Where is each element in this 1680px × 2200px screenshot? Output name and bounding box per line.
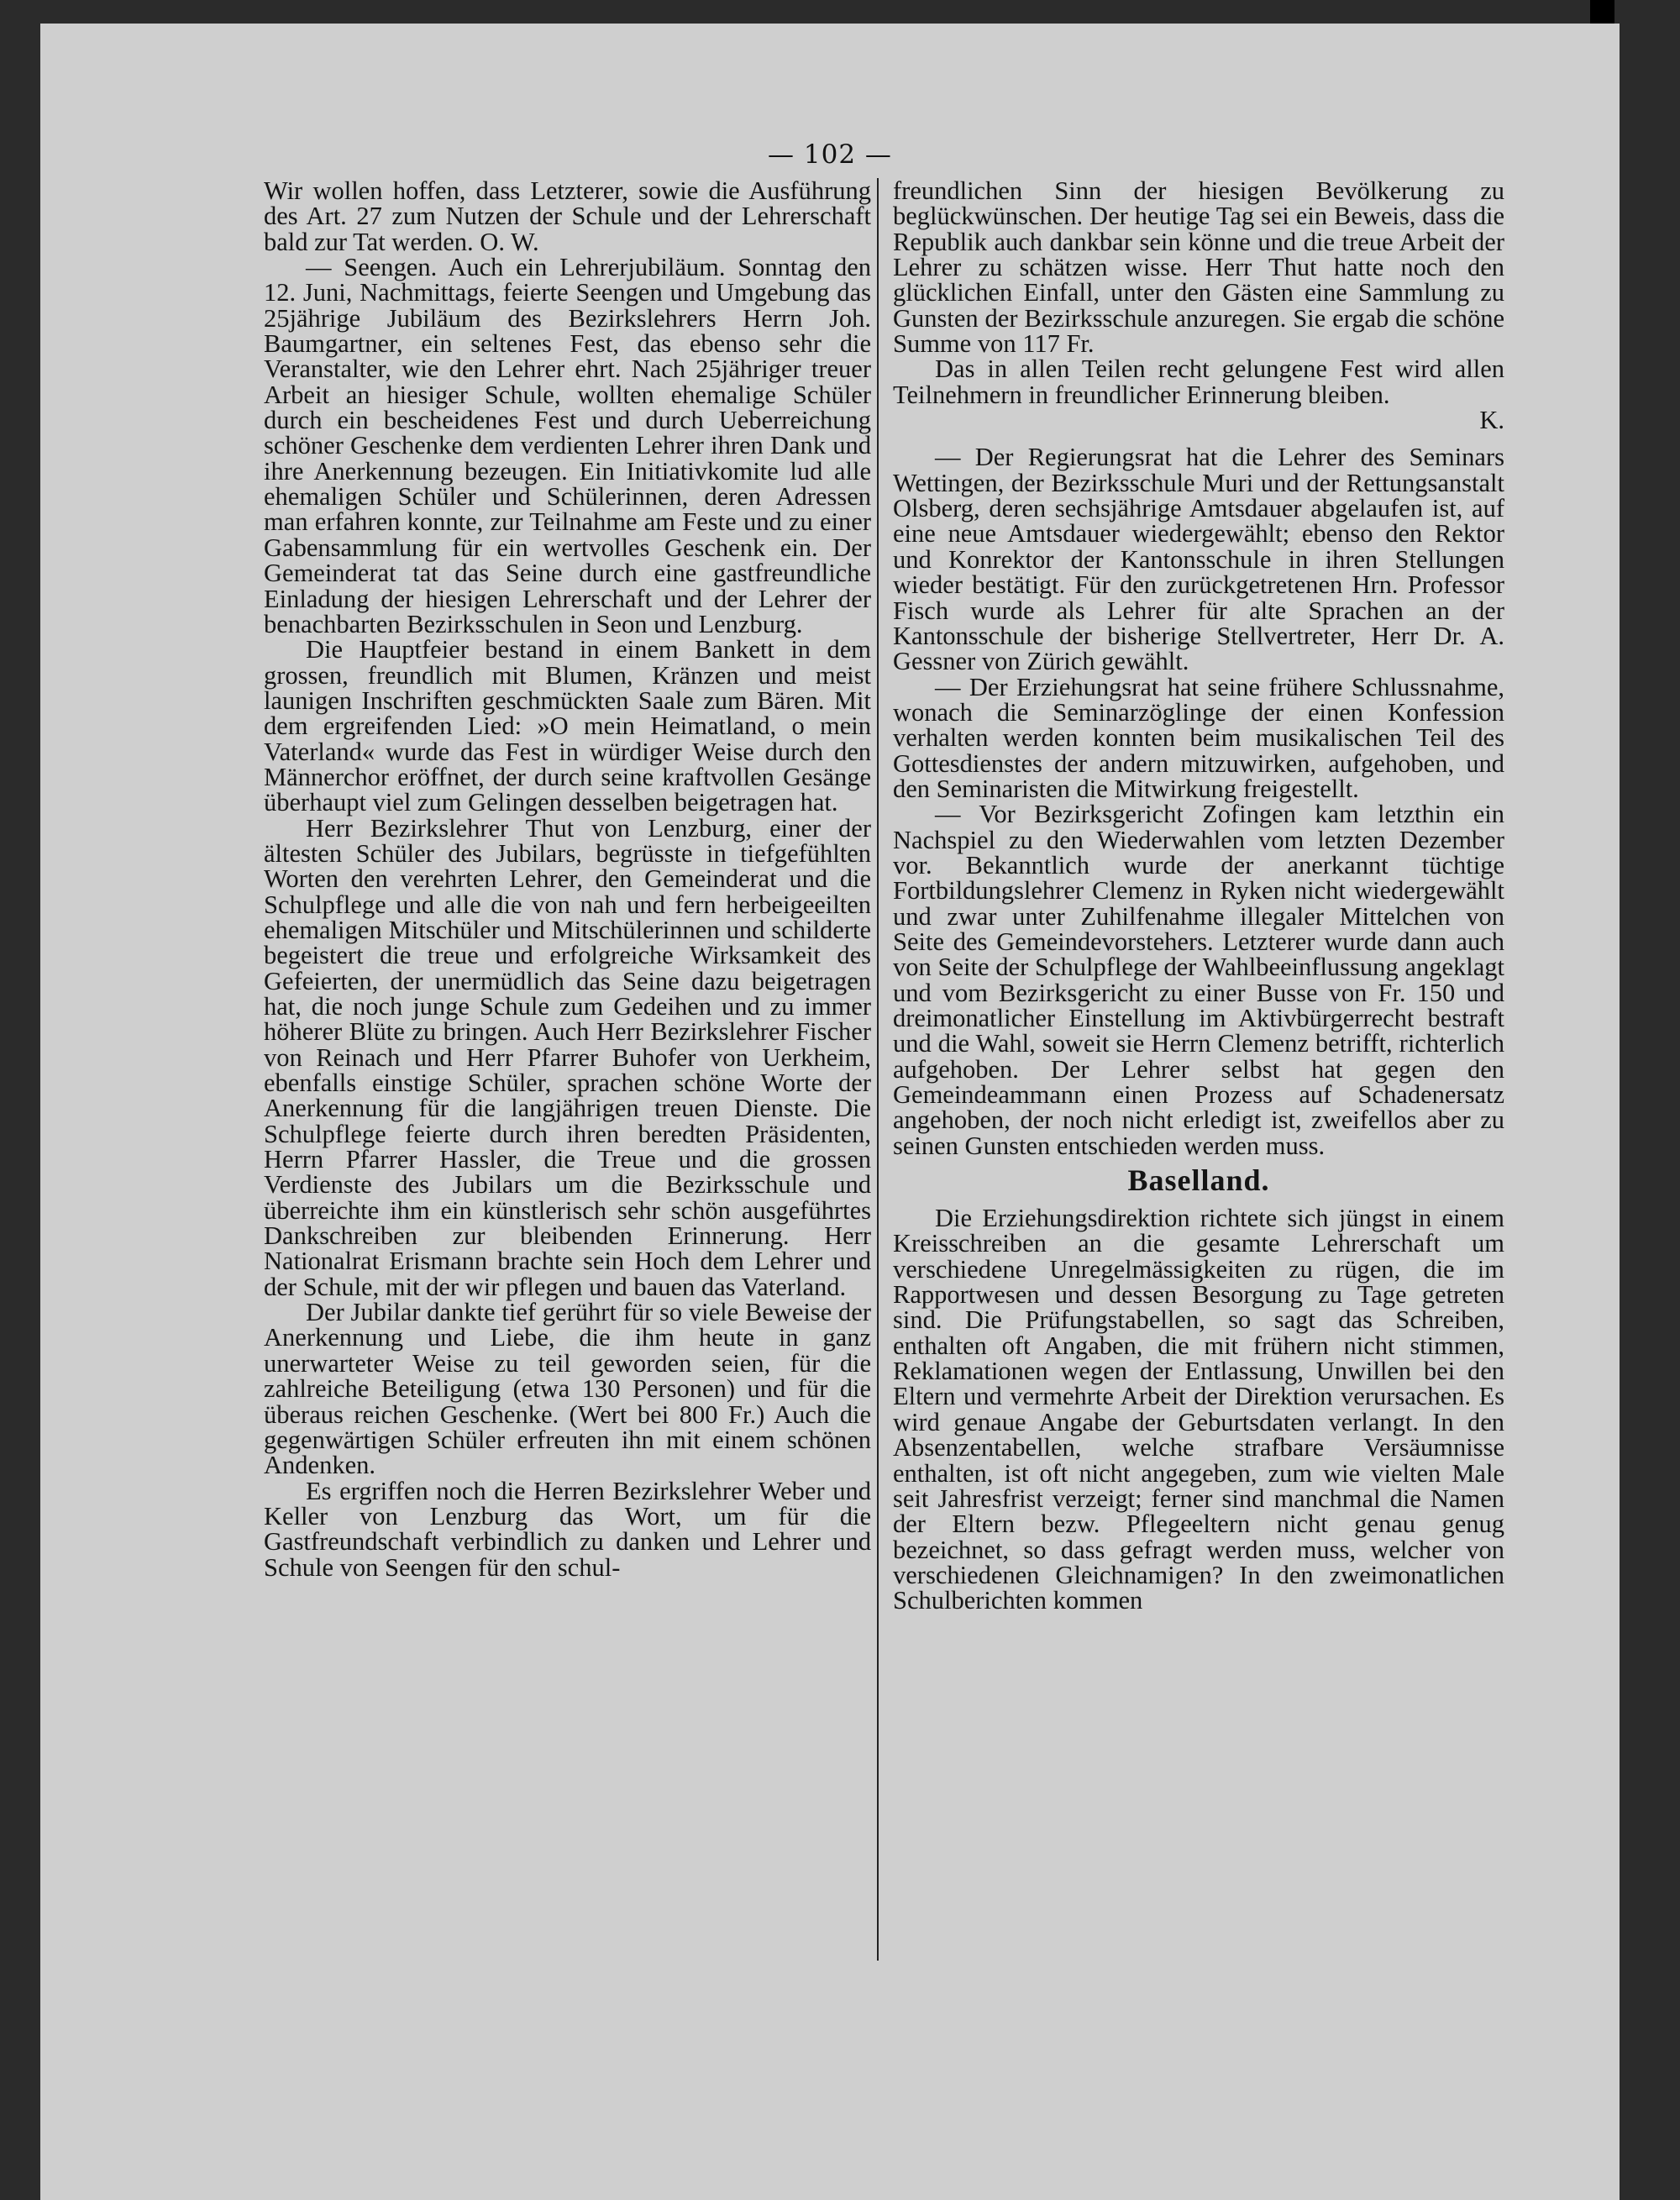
paragraph: — Vor Bezirksgericht Zofingen kam letzthin ein Nachspiel zu den Wiederwahlen vom letzten Dezember vor. Bekanntlich wurde der anerkannt tüchtige Fortbildungslehrer Clemenz in Ryken nicht wiedergewählt und zwar unter Zuhilfenahme illegaler Mittelchen von Seite des Gemeindevorstehers. Letzterer wurde dann auch von Seite der Schulpflege der Wahlbeeinflussung angeklagt und vom Bezirksgericht zu einer Busse von Fr. 150 und dreimonatlicher Einstellung im Aktivbürgerrecht bestraft und die Wahl, soweit sie Herrn Clemenz betrifft, richterlich aufgehoben. Der Lehrer selbst hat gegen den Gemeindeammann einen Prozess auf Schadenersatz angehoben, der noch nicht erledigt ist, zweifellos aber zu seinen Gunsten entschieden werden muss. (893, 800, 1504, 1160)
section-heading: Baselland. (1127, 1163, 1270, 1198)
paragraph: Herr Bezirkslehrer Thut von Lenzburg, einer der ältesten Schüler des Jubilars, begrüsste in tiefgefühlten Worten den verehrten Lehrer, den Gemeinderat und die Schulpflege und alle die von nah und fern herbeigeeilten ehemaligen Mitschüler und Mitschülerinnen und schilderte begeistert die treue und erfolgreiche Wirksamkeit des Gefeierten, der unermüdlich das Seine dazu beigetragen hat, die noch junge Schule zum Gedeihen und zu immer höherer Blüte zu bringen. Auch Herr Bezirkslehrer Fischer von Reinach und Herr Pfarrer Buhofer von Uerkheim, ebenfalls einstige Schüler, sprachen schöne Worte der Anerkennung für die langjährigen treuen Dienste. Die Schulpflege feierte durch ihren beredten Präsidenten, Herrn Pfarrer Hassler, die Treue und die grossen Verdienste des Jubilars um die Bezirksschule und überreichte ihm ein künstlerisch sehr schön ausgeführtes Dankschreiben zur bleibenden Erinnerung. Herr Nationalrat Erismann brachte sein Hoch dem Lehrer und der Schule, mit der wir pflegen und bauen das Vaterland. (264, 813, 871, 1301)
paragraph: Der Jubilar dankte tief gerührt für so viele Beweise der Anerkennung und Liebe, die ihm heute in ganz unerwarteter Weise zu teil geworden seien, für die zahlreiche Beteiligung (etwa 130 Personen) und für die überaus reichen Geschenke. (Wert bei 800 Fr.) Auch die gegenwärtigen Schüler erfreuten ihn mit einem schönen Andenken. (264, 1298, 871, 1480)
left-column (264, 178, 871, 1580)
column-divider (877, 178, 879, 1961)
paragraph: — Der Erziehungsrat hat seine frühere Schlussnahme, wonach die Seminarzöglinge der einen Konfession verhalten werden konnten beim musikalischen Teil des Gottesdienstes der andern mitzuwirken, aufgehoben, und den Seminaristen die Mitwirkung freigestellt. (893, 672, 1504, 803)
paragraph: Das in allen Teilen recht gelungene Fest wird allen Teilnehmern in freundlicher Erinnerung bleiben. (893, 354, 1504, 409)
author-signature: K. (1479, 406, 1504, 435)
paragraph: Die Erziehungsdirektion richtete sich jüngst in einem Kreisschreiben an die gesamte Lehrerschaft um verschiedene Unregelmässigkeiten zu rügen, die im Rapportwesen und dessen Besorgung zu Tage getreten sind. Die Prüfungstabellen, so sagt das Schreiben, enthalten oft Angaben, die mit frühern nicht stimmen, Reklamationen wegen der Entlassung, Unwillen bei den Eltern und vermehrte Arbeit der Direktion verursachen. Es wird genaue Angabe der Geburtsdaten verlangt. In den Absenzentabellen, welche strafbare Versäumnisse enthalten, ist oft nicht angegeben, zum wie vielten Male seit Jahresfrist verzeigt; ferner sind manchmal die Namen der Eltern bezw. Pflegeeltern nicht genau genug bezeichnet, so dass gefragt werden muss, welcher von verschiedenen Gleichnamigen? In den zweimonatlichen Schulberichten kommen (893, 1204, 1504, 1615)
scan-edge (1626, 24, 1680, 2200)
paragraph: — Seengen. Auch ein Lehrerjubiläum. Sonntag den 12. Juni, Nachmittags, feierte Seengen und Umgebung das 25jährige Jubiläum des Bezirkslehrers Herrn Joh. Baumgartner, ein seltenes Fest, das ebenso sehr die Veranstalter, wie den Lehrer ehrt. Nach 25jähriger treuer Arbeit an hiesiger Schule, wollten ehemalige Schüler durch ein bescheidenes Fest und durch Ueberreichung schöner Geschenke dem verdienten Lehrer ihren Dank und ihre Anerkennung bezeugen. Ein Initiativkomite lud alle ehemaligen Schüler und Schülerinnen, deren Adressen man erfahren konnte, zur Teilnahme am Feste und zu einer Gabensammlung für ein wertvolles Geschenk ein. Der Gemeinderat tat das Seine durch eine gastfreundliche Einladung der hiesigen Lehrerschaft und der Lehrer der benachbarten Bezirksschulen in Seon und Lenzburg. (264, 253, 871, 638)
paragraph: Die Hauptfeier bestand in einem Bankett in dem grossen, freundlich mit Blumen, Kränzen und meist launigen Inschriften geschmückten Saale zum Bären. Mit dem ergreifenden Lied: »O mein Heimatland, o mein Vaterland« wurde das Fest in würdiger Weise durch den Männerchor eröffnet, der durch seine kraftvollen Gesänge überhaupt viel zum Gelingen desselben beigetragen hat. (264, 635, 871, 817)
paragraph: Wir wollen hoffen, dass Letzterer, sowie die Ausführung des Art. 27 zum Nutzen der Schule und der Lehrerschaft bald zur Tat werden. O. W. (264, 176, 871, 256)
paragraph: freundlichen Sinn der hiesigen Bevölkerung zu beglückwünschen. Der heutige Tag sei ein Beweis, dass die Republik auch dankbar sein könne und die treue Arbeit der Lehrer zu schätzen wisse. Herr Thut hatte noch den glücklichen Einfall, unter den Gästen eine Sammlung zu Gunsten der Bezirksschule anzuregen. Sie ergab die schöne Summe von 117 Fr. (893, 176, 1504, 359)
right-column (893, 178, 1504, 1614)
page-number: — 102 — (768, 139, 892, 170)
paragraph: — Der Regierungsrat hat die Lehrer des Seminars Wettingen, der Bezirksschule Muri und der Rettungsanstalt Olsberg, deren sechsjährige Amtsdauer abgelaufen ist, auf eine neue Amtsdauer wiedergewählt; ebenso den Rektor und Konrektor der Kantonsschule in ihren Stellungen wieder bestätigt. Für den zurückgetretenen Hrn. Professor Fisch wurde als Lehrer für alte Sprachen an der Kantonsschule der bisherige Stellvertreter, Herr Dr. A. Gessner von Zürich gewählt. (893, 443, 1504, 676)
paragraph: Es ergriffen noch die Herren Bezirkslehrer Weber und Keller von Lenzburg das Wort, um für die Gastfreundschaft verbindlich zu danken und Lehrer und Schule von Seengen für den schul- (264, 1476, 871, 1582)
